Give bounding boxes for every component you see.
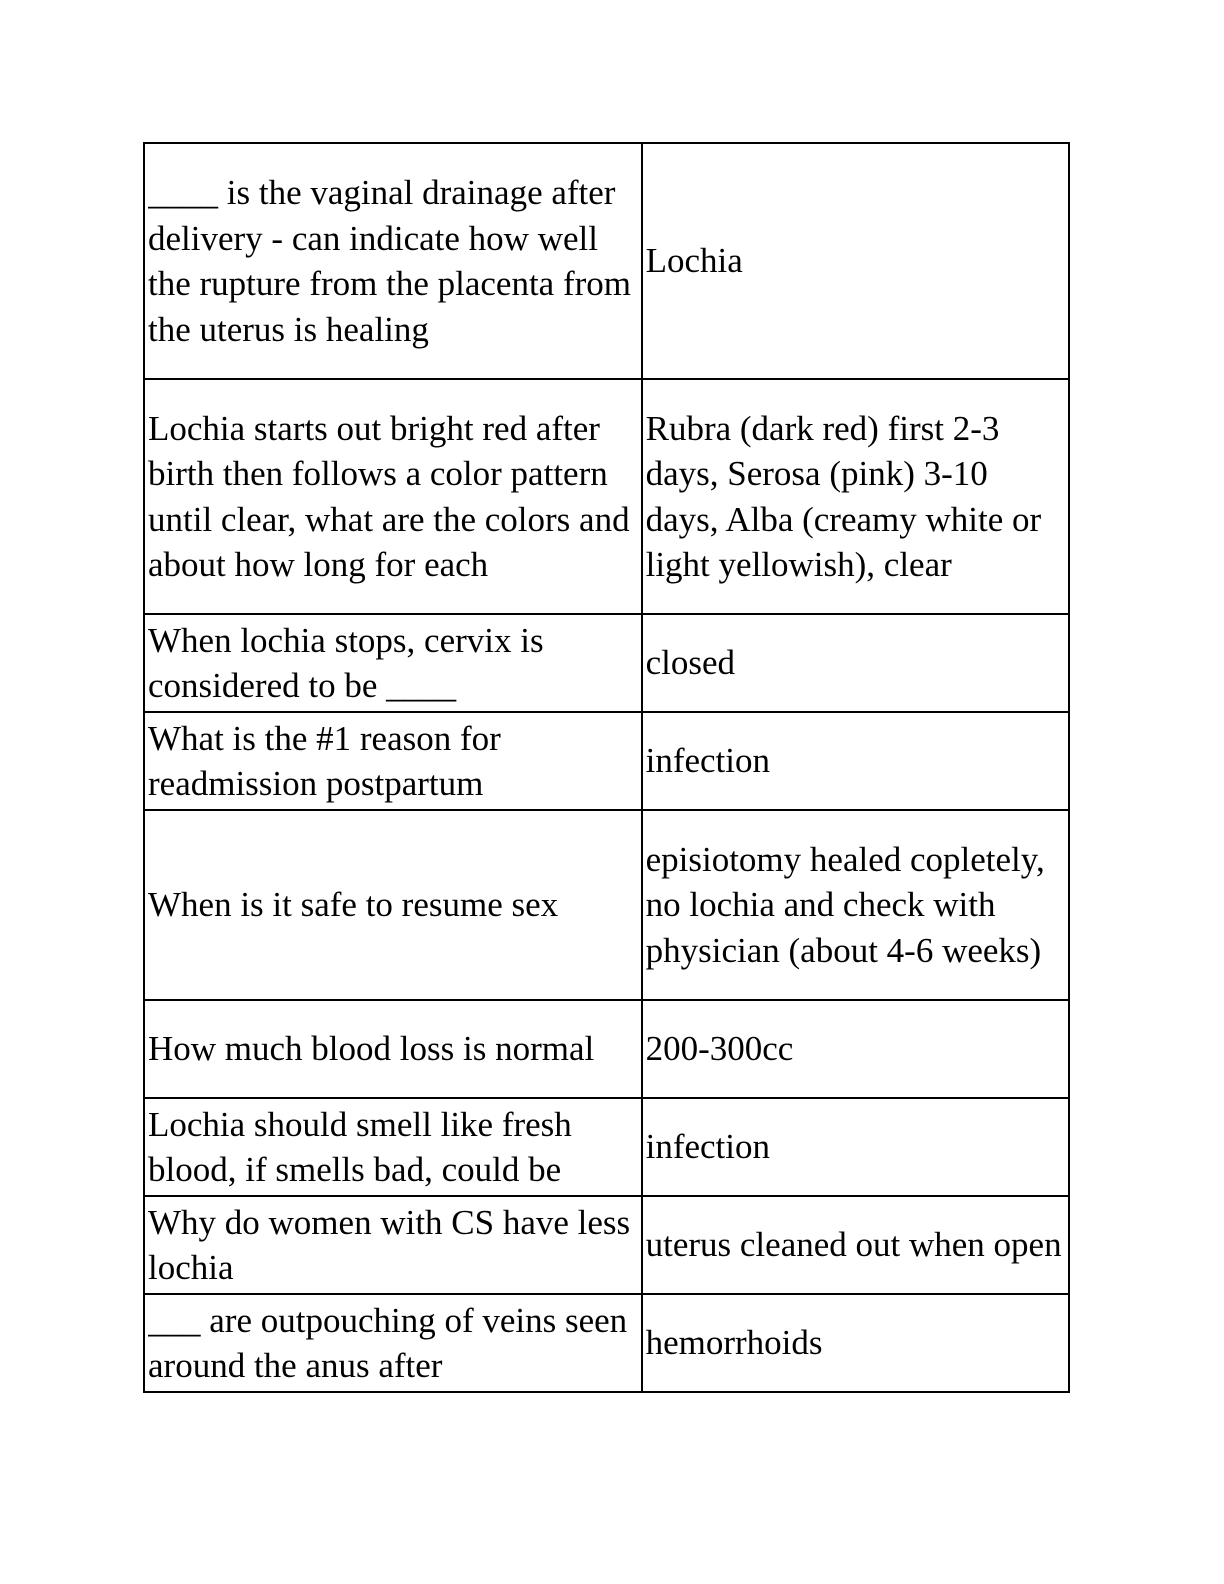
definition-text: closed (645, 643, 736, 683)
term-text: When is it safe to resume sex (148, 885, 559, 925)
definition-text: infection (645, 741, 771, 781)
table-row (144, 1196, 1069, 1294)
term-text: ____ is the vaginal drainage after delivery - can indicate how well the rupture from the placenta from the uterus is healing (148, 173, 631, 349)
definition-text: infection (645, 1127, 771, 1167)
definition-text: Lochia (645, 241, 743, 281)
table-row (144, 1294, 1069, 1392)
definition-text: Rubra (dark red) first 2-3 days, Serosa (pink) 3-10 days, Alba (creamy white or light yellowish), clear (645, 408, 1042, 584)
definition-cell (642, 1196, 1069, 1294)
definition-cell (642, 1294, 1069, 1392)
term-cell (144, 712, 642, 810)
term-cell (144, 1098, 642, 1196)
term-text: ___ are outpouching of veins seen around the anus after (148, 1300, 628, 1385)
table-row (144, 810, 1069, 1000)
term-cell (144, 614, 642, 712)
term-cell (144, 143, 642, 379)
term-cell (144, 1196, 642, 1294)
table-row (144, 143, 1069, 379)
definition-text: uterus cleaned out when open (645, 1225, 1062, 1265)
definition-text: episiotomy healed copletely, no lochia and check with physician (about 4-6 weeks) (645, 839, 1045, 970)
definition-text: hemorrhoids (645, 1323, 823, 1363)
term-text: How much blood loss is normal (148, 1029, 595, 1069)
term-text: When lochia stops, cervix is considered to be ____ (148, 620, 544, 705)
term-text: Lochia should smell like fresh blood, if smells bad, could be (148, 1104, 572, 1189)
definition-cell (642, 1000, 1069, 1098)
table-row (144, 1000, 1069, 1098)
definition-text: 200-300cc (645, 1029, 794, 1069)
definition-cell (642, 143, 1069, 379)
table-row (144, 379, 1069, 614)
table-row (144, 1098, 1069, 1196)
term-text: Lochia starts out bright red after birth then follows a color pattern until clear, what are the colors and about how long for each (148, 408, 630, 584)
definition-cell (642, 712, 1069, 810)
term-cell (144, 810, 642, 1000)
definition-cell (642, 614, 1069, 712)
table-row (144, 614, 1069, 712)
table-row (144, 712, 1069, 810)
term-cell (144, 379, 642, 614)
term-text: Why do women with CS have less lochia (148, 1202, 631, 1287)
term-text: What is the #1 reason for readmission postpartum (148, 718, 501, 803)
definition-cell (642, 379, 1069, 614)
definition-cell (642, 1098, 1069, 1196)
term-cell (144, 1294, 642, 1392)
definition-cell (642, 810, 1069, 1000)
flashcard-table (143, 142, 1070, 1393)
term-cell (144, 1000, 642, 1098)
